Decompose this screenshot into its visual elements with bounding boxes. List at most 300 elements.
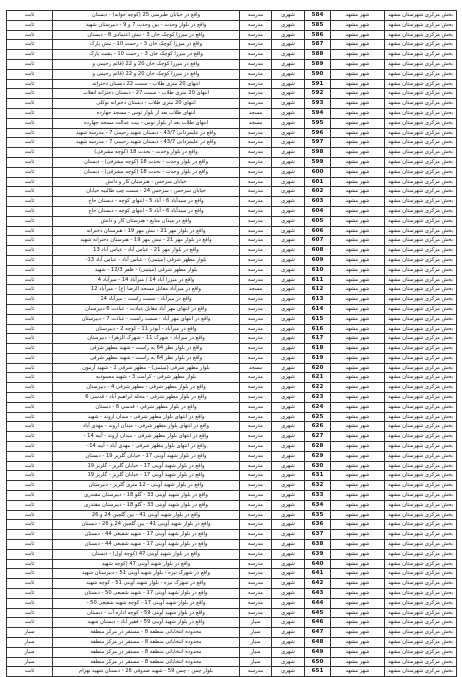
address-cell: واقع در بلوار شهید آوینی 59 - کوچه اداره آب - دبستان bbox=[53, 608, 240, 618]
city-cell: شهر مشهد bbox=[331, 197, 385, 207]
address-cell: واقع در میرآباد مقابل مسجد الرضا (ع) - میرآباد 12 bbox=[53, 285, 240, 295]
address-cell: واقع در بلوار مهر 21 - نبش مهر 19 - هنرستان دخترانه bbox=[53, 226, 240, 236]
address-cell: واقع در بلوار شهید آوینی 17 - خیابان گلریز - گلریز 19 bbox=[53, 461, 240, 471]
row-number-cell: 614 bbox=[305, 304, 331, 314]
place-type-cell: مدرسه bbox=[240, 11, 272, 21]
unit-cell: بخش مرکزی شهرستان مشهد bbox=[385, 383, 457, 393]
place-type-cell: مسجد bbox=[240, 118, 272, 128]
place-type-cell: مدرسه bbox=[240, 40, 272, 50]
address-cell: واقع در بلوار شهید آوینی 17 - کوچه شهید شفیعی 50 - bbox=[53, 598, 240, 608]
unit-cell: بخش مرکزی شهرستان مشهد bbox=[385, 157, 457, 167]
status-cell: ثابت bbox=[7, 99, 53, 109]
city-cell: شهر مشهد bbox=[331, 559, 385, 569]
unit-cell: بخش مرکزی شهرستان مشهد bbox=[385, 11, 457, 21]
address-cell: واقع در بلوار شهید آوینی 17 - شهید شفیعی 44 - دبستان bbox=[53, 530, 240, 540]
city-cell: شهر مشهد bbox=[331, 148, 385, 158]
address-cell: انتهای 20 متری طلاب - سمت 27 - دبستان دخترانه انقلاب bbox=[53, 89, 240, 99]
row-number-cell: 636 bbox=[305, 520, 331, 530]
place-type-cell: مدرسه bbox=[240, 579, 272, 589]
city-cell: شهر مشهد bbox=[331, 569, 385, 579]
city-cell: شهر مشهد bbox=[331, 598, 385, 608]
address-cell: واقع در بلوار وحدت - بحدت 18 (کوچه مشرفی) bbox=[53, 148, 240, 158]
place-type-cell: مدرسه bbox=[240, 608, 272, 618]
row-number-cell: 588 bbox=[305, 50, 331, 60]
table-row bbox=[7, 373, 457, 383]
area-type-cell: شهری bbox=[272, 148, 305, 158]
unit-cell: بخش مرکزی شهرستان مشهد bbox=[385, 638, 457, 648]
place-type-cell: مدرسه bbox=[240, 569, 272, 579]
area-type-cell: شهری bbox=[272, 412, 305, 422]
table-row bbox=[7, 667, 457, 677]
row-number-cell: 600 bbox=[305, 167, 331, 177]
address-cell: محدوده انتخاباتی منطقه 8 - مستقر در مرکز منطقه bbox=[53, 638, 240, 648]
status-cell: ثابت bbox=[7, 108, 53, 118]
row-number-cell: 608 bbox=[305, 246, 331, 256]
city-cell: شهر مشهد bbox=[331, 589, 385, 599]
city-cell: شهر مشهد bbox=[331, 520, 385, 530]
unit-cell: بخش مرکزی شهرستان مشهد bbox=[385, 50, 457, 60]
city-cell: شهر مشهد bbox=[331, 265, 385, 275]
city-cell: شهر مشهد bbox=[331, 481, 385, 491]
row-number-cell: 619 bbox=[305, 353, 331, 363]
unit-cell: بخش مرکزی شهرستان مشهد bbox=[385, 59, 457, 69]
status-cell: ثابت bbox=[7, 79, 53, 89]
row-number-cell: 599 bbox=[305, 157, 331, 167]
unit-cell: بخش مرکزی شهرستان مشهد bbox=[385, 353, 457, 363]
city-cell: شهر مشهد bbox=[331, 402, 385, 412]
place-type-cell: مدرسه bbox=[240, 148, 272, 158]
table-row bbox=[7, 255, 457, 265]
city-cell: شهر مشهد bbox=[331, 618, 385, 628]
table-row bbox=[7, 628, 457, 638]
table-row bbox=[7, 481, 457, 491]
table-row bbox=[7, 589, 457, 599]
table-row bbox=[7, 59, 457, 69]
place-type-cell: مدرسه bbox=[240, 402, 272, 412]
row-number-cell: 604 bbox=[305, 206, 331, 216]
city-cell: شهر مشهد bbox=[331, 383, 385, 393]
city-cell: شهر مشهد bbox=[331, 422, 385, 432]
status-cell: ثابت bbox=[7, 265, 53, 275]
city-cell: شهر مشهد bbox=[331, 500, 385, 510]
table-row bbox=[7, 216, 457, 226]
status-cell: ثابت bbox=[7, 324, 53, 334]
row-number-cell: 625 bbox=[305, 412, 331, 422]
status-cell: ثابت bbox=[7, 579, 53, 589]
area-type-cell: شهری bbox=[272, 393, 305, 403]
area-type-cell: شهری bbox=[272, 608, 305, 618]
status-cell: ثابت bbox=[7, 481, 53, 491]
area-type-cell: شهری bbox=[272, 549, 305, 559]
status-cell: ثابت bbox=[7, 304, 53, 314]
address-cell: واقع در میرزا کوچک خان 3 - رحمت 10 - پشت پارک bbox=[53, 50, 240, 60]
row-number-cell: 621 bbox=[305, 373, 331, 383]
table-row bbox=[7, 461, 457, 471]
place-type-cell: مدرسه bbox=[240, 20, 272, 30]
address-cell: بلوار مطهر شرقی (میثمی) - ظفر 12/3 - شهید bbox=[53, 265, 240, 275]
city-cell: شهر مشهد bbox=[331, 304, 385, 314]
address-cell: واقع در میرزا کوچک خان 3 - رحمت 10 - نبش پارک bbox=[53, 40, 240, 50]
status-cell: ثابت bbox=[7, 236, 53, 246]
table-row bbox=[7, 265, 457, 275]
row-number-cell: 645 bbox=[305, 608, 331, 618]
city-cell: شهر مشهد bbox=[331, 442, 385, 452]
address-cell: واقع در بلوار مطهر شرقی - محله ابراهیم آباد - قدسی 6 bbox=[53, 393, 240, 403]
address-cell: بلوار مطهر شرقی (میثمی) - مطهر شرقی 2 - شهید آرمون bbox=[53, 363, 240, 373]
address-cell: واقع در شهرک نیزه - بلوار شهید آوینی 51 - کوچه شهید bbox=[53, 579, 240, 589]
unit-cell: بخش مرکزی شهرستان مشهد bbox=[385, 393, 457, 403]
area-type-cell: شهری bbox=[272, 118, 305, 128]
status-cell: سیار bbox=[7, 628, 53, 638]
table-row bbox=[7, 128, 457, 138]
city-cell: شهر مشهد bbox=[331, 285, 385, 295]
unit-cell: بخش مرکزی شهرستان مشهد bbox=[385, 618, 457, 628]
place-type-cell: مدرسه bbox=[240, 177, 272, 187]
status-cell: سیار bbox=[7, 657, 53, 667]
city-cell: شهر مشهد bbox=[331, 50, 385, 60]
table-row bbox=[7, 520, 457, 530]
row-number-cell: 647 bbox=[305, 628, 331, 638]
row-number-cell: 609 bbox=[305, 255, 331, 265]
city-cell: شهر مشهد bbox=[331, 461, 385, 471]
status-cell: ثابت bbox=[7, 618, 53, 628]
row-number-cell: 650 bbox=[305, 657, 331, 667]
area-type-cell: شهری bbox=[272, 285, 305, 295]
address-cell: بلوار چمن - چمن 59 - شهید صدوقی 26 - دبستان شهید بهرام bbox=[53, 667, 240, 677]
place-type-cell: سیار bbox=[240, 657, 272, 667]
address-cell: واقع در بلوار شهید آوینی 17 - خیابان گلریز 19 - دبستان bbox=[53, 451, 240, 461]
city-cell: شهر مشهد bbox=[331, 206, 385, 216]
address-cell: انتهای طلاب بعد از بلوار توس - بیت عدالت مسجد جهارده bbox=[53, 118, 240, 128]
row-number-cell: 593 bbox=[305, 99, 331, 109]
address-cell: واقع در بلوار مهر 21 - نبش مهر 19 - هنرستان دخترانه شهید bbox=[53, 236, 240, 246]
unit-cell: بخش مرکزی شهرستان مشهد bbox=[385, 451, 457, 461]
row-number-cell: 630 bbox=[305, 461, 331, 471]
row-number-cell: 648 bbox=[305, 638, 331, 648]
city-cell: شهر مشهد bbox=[331, 40, 385, 50]
unit-cell: بخش مرکزی شهرستان مشهد bbox=[385, 89, 457, 99]
unit-cell: بخش مرکزی شهرستان مشهد bbox=[385, 40, 457, 50]
area-type-cell: شهری bbox=[272, 50, 305, 60]
table-row bbox=[7, 598, 457, 608]
unit-cell: بخش مرکزی شهرستان مشهد bbox=[385, 608, 457, 618]
area-type-cell: شهری bbox=[272, 89, 305, 99]
status-cell: ثابت bbox=[7, 30, 53, 40]
unit-cell: بخش مرکزی شهرستان مشهد bbox=[385, 598, 457, 608]
address-cell: واقع در شهرک نیزه - بلوار شهید آوینی 51 - دبیرستان شهید bbox=[53, 569, 240, 579]
area-type-cell: شهری bbox=[272, 40, 305, 50]
address-cell: انتهای طلاب بعد از بلوار توس - مسجد جهارده bbox=[53, 108, 240, 118]
unit-cell: بخش مرکزی شهرستان مشهد bbox=[385, 491, 457, 501]
row-number-cell: 584 bbox=[305, 11, 331, 21]
unit-cell: بخش مرکزی شهرستان مشهد bbox=[385, 520, 457, 530]
row-number-cell: 597 bbox=[305, 138, 331, 148]
unit-cell: بخش مرکزی شهرستان مشهد bbox=[385, 275, 457, 285]
table-row bbox=[7, 314, 457, 324]
unit-cell: بخش مرکزی شهرستان مشهد bbox=[385, 432, 457, 442]
row-number-cell: 629 bbox=[305, 451, 331, 461]
place-type-cell: سیار bbox=[240, 618, 272, 628]
city-cell: شهر مشهد bbox=[331, 393, 385, 403]
city-cell: شهر مشهد bbox=[331, 128, 385, 138]
row-number-cell: 646 bbox=[305, 618, 331, 628]
city-cell: شهر مشهد bbox=[331, 471, 385, 481]
row-number-cell: 610 bbox=[305, 265, 331, 275]
unit-cell: بخش مرکزی شهرستان مشهد bbox=[385, 324, 457, 334]
area-type-cell: شهری bbox=[272, 432, 305, 442]
row-number-cell: 601 bbox=[305, 177, 331, 187]
city-cell: شهر مشهد bbox=[331, 246, 385, 256]
status-cell: ثابت bbox=[7, 471, 53, 481]
status-cell: ثابت bbox=[7, 569, 53, 579]
table-row bbox=[7, 246, 457, 256]
unit-cell: بخش مرکزی شهرستان مشهد bbox=[385, 108, 457, 118]
area-type-cell: شهری bbox=[272, 255, 305, 265]
table-row bbox=[7, 11, 457, 21]
area-type-cell: شهری bbox=[272, 569, 305, 579]
row-number-cell: 639 bbox=[305, 549, 331, 559]
status-cell: ثابت bbox=[7, 598, 53, 608]
address-cell: واقع در انتهای مهر آباد مقابل عبادت - عبادت 6 دبیرستان bbox=[53, 304, 240, 314]
place-type-cell: مدرسه bbox=[240, 549, 272, 559]
unit-cell: بخش مرکزی شهرستان مشهد bbox=[385, 657, 457, 667]
unit-cell: بخش مرکزی شهرستان مشهد bbox=[385, 344, 457, 354]
table-row bbox=[7, 20, 457, 30]
place-type-cell: مدرسه bbox=[240, 510, 272, 520]
city-cell: شهر مشهد bbox=[331, 177, 385, 187]
status-cell: ثابت bbox=[7, 138, 53, 148]
row-number-cell: 632 bbox=[305, 481, 331, 491]
area-type-cell: شهری bbox=[272, 579, 305, 589]
address-cell: واقع در علیمردانی 43/7 - دبستان شهید رحیمی 7 - مدرسه شهید bbox=[53, 128, 240, 138]
row-number-cell: 605 bbox=[305, 216, 331, 226]
status-cell: ثابت bbox=[7, 393, 53, 403]
status-cell: ثابت bbox=[7, 500, 53, 510]
place-type-cell: مدرسه bbox=[240, 422, 272, 432]
status-cell: ثابت bbox=[7, 216, 53, 226]
area-type-cell: شهری bbox=[272, 638, 305, 648]
table-row bbox=[7, 569, 457, 579]
area-type-cell: شهری bbox=[272, 589, 305, 599]
unit-cell: بخش مرکزی شهرستان مشهد bbox=[385, 69, 457, 79]
status-cell: سیار bbox=[7, 647, 53, 657]
table-row bbox=[7, 353, 457, 363]
city-cell: شهر مشهد bbox=[331, 69, 385, 79]
table-row bbox=[7, 197, 457, 207]
area-type-cell: شهری bbox=[272, 491, 305, 501]
city-cell: شهر مشهد bbox=[331, 579, 385, 589]
row-number-cell: 611 bbox=[305, 275, 331, 285]
unit-cell: بخش مرکزی شهرستان مشهد bbox=[385, 667, 457, 677]
status-cell: ثابت bbox=[7, 118, 53, 128]
area-type-cell: شهری bbox=[272, 520, 305, 530]
place-type-cell: مدرسه bbox=[240, 138, 272, 148]
row-number-cell: 620 bbox=[305, 363, 331, 373]
area-type-cell: شهری bbox=[272, 187, 305, 197]
place-type-cell: مدرسه bbox=[240, 69, 272, 79]
city-cell: شهر مشهد bbox=[331, 510, 385, 520]
unit-cell: بخش مرکزی شهرستان مشهد bbox=[385, 226, 457, 236]
area-type-cell: شهری bbox=[272, 138, 305, 148]
area-type-cell: شهری bbox=[272, 598, 305, 608]
place-type-cell: مدرسه bbox=[240, 295, 272, 305]
status-cell: ثابت bbox=[7, 402, 53, 412]
place-type-cell: مدرسه bbox=[240, 246, 272, 256]
status-cell: ثابت bbox=[7, 520, 53, 530]
table-row bbox=[7, 393, 457, 403]
row-number-cell: 586 bbox=[305, 30, 331, 40]
unit-cell: بخش مرکزی شهرستان مشهد bbox=[385, 236, 457, 246]
area-type-cell: شهری bbox=[272, 618, 305, 628]
unit-cell: بخش مرکزی شهرستان مشهد bbox=[385, 540, 457, 550]
area-type-cell: شهری bbox=[272, 20, 305, 30]
status-cell: ثابت bbox=[7, 589, 53, 599]
unit-cell: بخش مرکزی شهرستان مشهد bbox=[385, 206, 457, 216]
table-row bbox=[7, 99, 457, 109]
status-cell: ثابت bbox=[7, 128, 53, 138]
area-type-cell: شهری bbox=[272, 628, 305, 638]
unit-cell: بخش مرکزی شهرستان مشهد bbox=[385, 334, 457, 344]
city-cell: شهر مشهد bbox=[331, 20, 385, 30]
row-number-cell: 598 bbox=[305, 148, 331, 158]
unit-cell: بخش مرکزی شهرستان مشهد bbox=[385, 569, 457, 579]
city-cell: شهر مشهد bbox=[331, 324, 385, 334]
city-cell: شهر مشهد bbox=[331, 59, 385, 69]
unit-cell: بخش مرکزی شهرستان مشهد bbox=[385, 314, 457, 324]
city-cell: شهر مشهد bbox=[331, 334, 385, 344]
city-cell: شهر مشهد bbox=[331, 412, 385, 422]
place-type-cell: مدرسه bbox=[240, 89, 272, 99]
city-cell: شهر مشهد bbox=[331, 79, 385, 89]
area-type-cell: شهری bbox=[272, 373, 305, 383]
city-cell: شهر مشهد bbox=[331, 11, 385, 21]
status-cell: ثابت bbox=[7, 157, 53, 167]
place-type-cell: مدرسه bbox=[240, 50, 272, 60]
address-cell: خیابان سرخس - سرخس 24 - سمت چپ طالبیه خیابان bbox=[53, 187, 240, 197]
address-cell: بلوار مطهر شرقی - کرامت 3 - شهید محمودیه bbox=[53, 373, 240, 383]
row-number-cell: 643 bbox=[305, 589, 331, 599]
place-type-cell: مدرسه bbox=[240, 500, 272, 510]
row-number-cell: 592 bbox=[305, 89, 331, 99]
unit-cell: بخش مرکزی شهرستان مشهد bbox=[385, 442, 457, 452]
place-type-cell: مدرسه bbox=[240, 304, 272, 314]
table-row bbox=[7, 226, 457, 236]
place-type-cell: مدرسه bbox=[240, 255, 272, 265]
table-row bbox=[7, 500, 457, 510]
status-cell: ثابت bbox=[7, 11, 53, 21]
address-cell: واقع در انتهای مهر آباد - سمت راست - عبادت 7 - دبیرستان bbox=[53, 314, 240, 324]
row-number-cell: 596 bbox=[305, 128, 331, 138]
table-row bbox=[7, 157, 457, 167]
city-cell: شهر مشهد bbox=[331, 353, 385, 363]
unit-cell: بخش مرکزی شهرستان مشهد bbox=[385, 177, 457, 187]
address-cell: واقع در بلوار وحدت - بحدت 18 (کوچه مشرفی) - دبستان bbox=[53, 167, 240, 177]
table-row bbox=[7, 285, 457, 295]
table-row bbox=[7, 363, 457, 373]
row-number-cell: 618 bbox=[305, 344, 331, 354]
unit-cell: بخش مرکزی شهرستان مشهد bbox=[385, 402, 457, 412]
city-cell: شهر مشهد bbox=[331, 344, 385, 354]
city-cell: شهر مشهد bbox=[331, 657, 385, 667]
status-cell: ثابت bbox=[7, 510, 53, 520]
unit-cell: بخش مرکزی شهرستان مشهد bbox=[385, 138, 457, 148]
address-cell: انتهای 20 متری طلاب - دبستان دخترانه توکلی bbox=[53, 99, 240, 109]
area-type-cell: شهری bbox=[272, 167, 305, 177]
status-cell: ثابت bbox=[7, 89, 53, 99]
status-cell: ثابت bbox=[7, 549, 53, 559]
city-cell: شهر مشهد bbox=[331, 491, 385, 501]
unit-cell: بخش مرکزی شهرستان مشهد bbox=[385, 481, 457, 491]
city-cell: شهر مشهد bbox=[331, 363, 385, 373]
place-type-cell: سیار bbox=[240, 628, 272, 638]
area-type-cell: شهری bbox=[272, 353, 305, 363]
status-cell: ثابت bbox=[7, 226, 53, 236]
address-cell: واقع در بلوار مطهر شرقی - مطهر شرقی 4 - دبیرستان bbox=[53, 383, 240, 393]
table-row bbox=[7, 79, 457, 89]
address-cell: واقع در میرآباد - آبوذر 11 - کوچه 2 - دبیرستان bbox=[53, 324, 240, 334]
status-cell: ثابت bbox=[7, 255, 53, 265]
unit-cell: بخش مرکزی شهرستان مشهد bbox=[385, 647, 457, 657]
row-number-cell: 617 bbox=[305, 334, 331, 344]
row-number-cell: 622 bbox=[305, 383, 331, 393]
area-type-cell: شهری bbox=[272, 99, 305, 109]
unit-cell: بخش مرکزی شهرستان مشهد bbox=[385, 246, 457, 256]
place-type-cell: مدرسه bbox=[240, 520, 272, 530]
address-cell: محدوده انتخاباتی منطقه 8 - مستقر در مرکز منطقه bbox=[53, 628, 240, 638]
address-cell: واقع در بلوار شهید آوینی 17 - شهید شفیعی 50 - دبستان bbox=[53, 589, 240, 599]
status-cell: ثابت bbox=[7, 334, 53, 344]
area-type-cell: شهری bbox=[272, 30, 305, 40]
table-row bbox=[7, 304, 457, 314]
table-row bbox=[7, 118, 457, 128]
area-type-cell: شهری bbox=[272, 363, 305, 373]
status-cell: ثابت bbox=[7, 608, 53, 618]
status-cell: ثابت bbox=[7, 451, 53, 461]
city-cell: شهر مشهد bbox=[331, 30, 385, 40]
status-cell: ثابت bbox=[7, 50, 53, 60]
place-type-cell: مدرسه bbox=[240, 99, 272, 109]
address-cell: واقع در انتهای بلوار مطهر شرقی - مهدی آباد - آبیه 14 - bbox=[53, 442, 240, 452]
address-cell: واقع در سیدآباد 6 - آباد 5 - انتهای کوچه - دبستان حاج bbox=[53, 206, 240, 216]
city-cell: شهر مشهد bbox=[331, 167, 385, 177]
place-type-cell: مدرسه bbox=[240, 206, 272, 216]
area-type-cell: شهری bbox=[272, 559, 305, 569]
row-number-cell: 633 bbox=[305, 491, 331, 501]
row-number-cell: 638 bbox=[305, 540, 331, 550]
table-row bbox=[7, 275, 457, 285]
area-type-cell: شهری bbox=[272, 69, 305, 79]
status-cell: ثابت bbox=[7, 197, 53, 207]
place-type-cell: مدرسه bbox=[240, 667, 272, 677]
unit-cell: بخش مرکزی شهرستان مشهد bbox=[385, 255, 457, 265]
table-row bbox=[7, 40, 457, 50]
place-type-cell: مدرسه bbox=[240, 412, 272, 422]
row-number-cell: 642 bbox=[305, 579, 331, 589]
place-type-cell: مدرسه bbox=[240, 353, 272, 363]
row-number-cell: 637 bbox=[305, 530, 331, 540]
place-type-cell: مدرسه bbox=[240, 383, 272, 393]
unit-cell: بخش مرکزی شهرستان مشهد bbox=[385, 461, 457, 471]
status-cell: ثابت bbox=[7, 295, 53, 305]
status-cell: ثابت bbox=[7, 206, 53, 216]
unit-cell: بخش مرکزی شهرستان مشهد bbox=[385, 559, 457, 569]
status-cell: ثابت bbox=[7, 530, 53, 540]
city-cell: شهر مشهد bbox=[331, 373, 385, 383]
status-cell: ثابت bbox=[7, 167, 53, 177]
address-cell: واقع در انتهای بلوار مطهر شرقی - میدان اروند - شهید bbox=[53, 412, 240, 422]
table-row bbox=[7, 422, 457, 432]
table-row bbox=[7, 177, 457, 187]
